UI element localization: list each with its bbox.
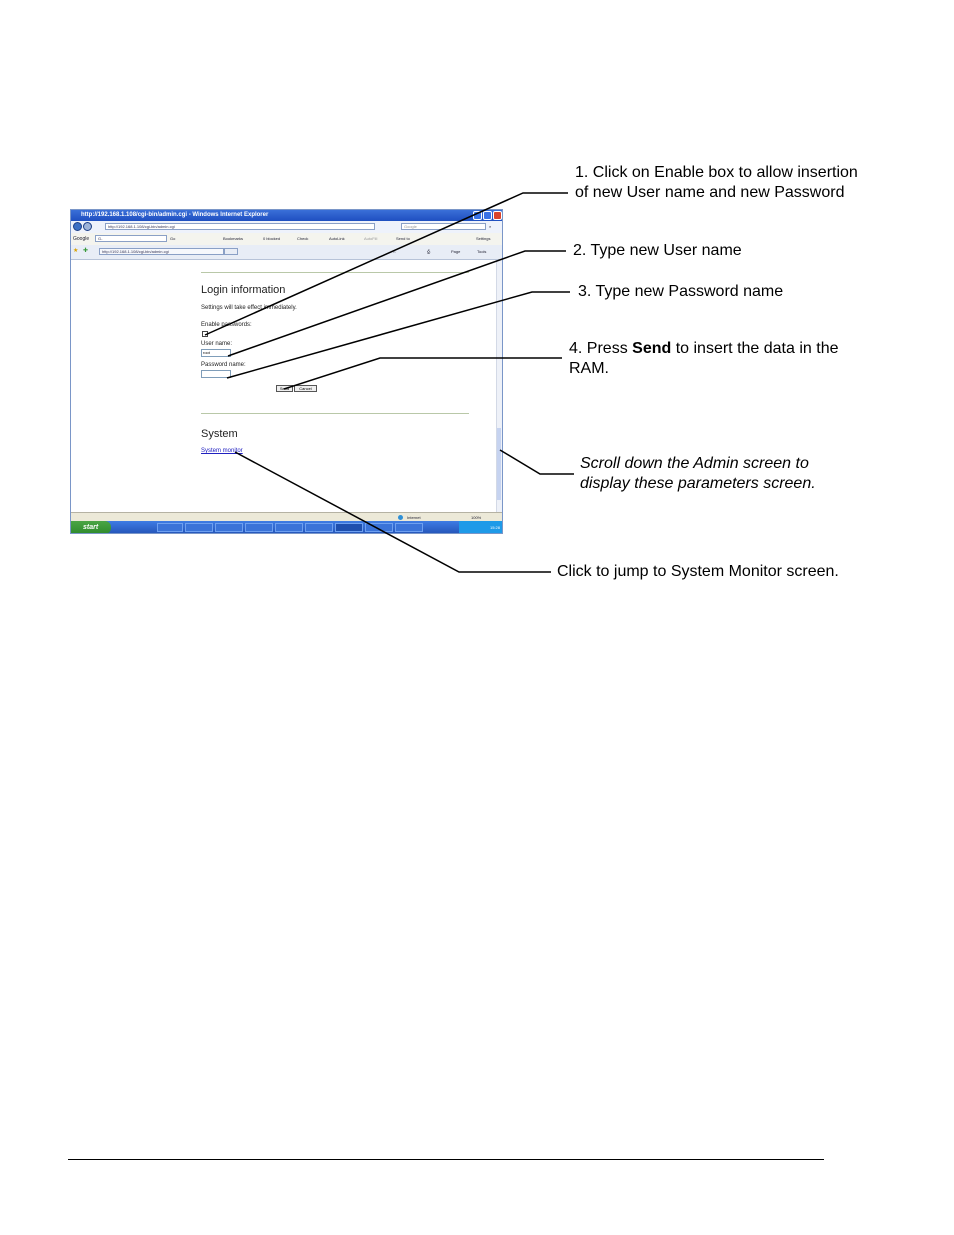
tab-bar [71,245,502,260]
taskbar-item[interactable] [215,523,243,532]
globe-icon [398,515,403,520]
callout-line-5 [500,450,574,474]
windows-taskbar [71,521,502,534]
enable-passwords-checkbox[interactable] [202,331,208,337]
tools-menu[interactable]: Tools [477,249,487,254]
bookmarks-button[interactable]: Bookmarks [223,236,244,241]
back-icon[interactable] [73,222,82,231]
system-heading: System [201,428,238,440]
password-name-label: Password name: [201,362,246,368]
taskbar-item[interactable] [185,523,213,532]
page-menu[interactable]: Page [451,249,461,254]
callout-send-post: to insert the data in the RAM. [569,340,839,377]
callout-send-pre: 4. Press [569,340,633,357]
taskbar-item[interactable] [305,523,333,532]
popup-blocked-button[interactable]: 0 blocked [263,236,281,241]
enable-passwords-label: Enable passwords: [201,322,252,328]
callout-scroll: Scroll down the Admin screen to display these parameters screen. [580,455,816,492]
system-monitor-link[interactable]: System monitor [201,448,243,454]
home-icon[interactable]: ⌂ [393,249,396,254]
callout-send [569,339,839,379]
taskbar-item[interactable] [275,523,303,532]
security-zone: Internet [407,515,421,520]
taskbar-item-active[interactable] [335,523,363,532]
send-button[interactable]: Send [276,385,293,392]
search-input[interactable]: Google [401,223,486,230]
google-search-input[interactable]: G- [95,235,167,242]
top-divider [201,272,469,273]
taskbar-item[interactable] [365,523,393,532]
send-to-button[interactable]: Send to [396,236,410,241]
login-note: Settings will take effect immediately. [201,305,297,311]
user-name-label: User name: [201,341,233,347]
callout-system-monitor: Click to jump to System Monitor screen. [557,563,839,580]
scrollbar-thumb[interactable] [497,428,501,500]
taskbar-item[interactable] [245,523,273,532]
settings-button[interactable]: Settings [476,236,491,241]
add-favorites-icon[interactable]: ✚ [83,248,89,254]
callout-password-name: 3. Type new Password name [578,283,784,300]
maximize-icon[interactable] [483,211,492,220]
cancel-button[interactable]: Cancel [294,385,317,392]
page-content [71,260,496,512]
callout-enable-box: 1. Click on Enable box to allow insertion of new User name and new Password [575,164,858,201]
zoom-level[interactable]: 100% [471,515,482,520]
section-divider [201,413,469,414]
google-go-button[interactable]: Go [170,236,176,241]
taskbar-item[interactable] [395,523,423,532]
callout-send-bold: Send [632,340,672,357]
autofill-button[interactable]: AutoFill [364,236,378,241]
login-heading: Login information [201,284,286,296]
new-tab-button[interactable] [224,248,238,255]
close-icon[interactable] [493,211,502,220]
tab-admin[interactable]: http://192.168.1.108/cgi-bin/admin.cgi [99,248,224,255]
browser-screenshot [70,209,503,534]
clock: 15:28 [489,525,500,530]
forward-icon[interactable] [83,222,92,231]
system-tray [459,521,502,534]
taskbar-item[interactable] [157,523,183,532]
autolink-button[interactable]: AutoLink [329,236,345,241]
search-icon[interactable]: ⌕ [489,224,492,229]
favorites-star-icon[interactable]: ★ [73,248,79,254]
footer-rule [68,1159,824,1160]
minimize-icon[interactable] [473,211,482,220]
password-name-input[interactable] [201,370,231,378]
google-logo: Google [73,236,90,242]
window-title: http://192.168.1.108/cgi-bin/admin.cgi - Windows Internet Explorer [81,212,269,218]
spell-check-button[interactable]: Check [297,236,309,241]
browser-title-bar [71,210,502,221]
print-icon[interactable]: ⎙ [427,249,431,254]
callout-user-name: 2. Type new User name [573,242,742,259]
address-input[interactable]: http://192.168.1.108/cgi-bin/admin.cgi [105,223,375,230]
start-button[interactable]: start [71,521,111,534]
user-name-input[interactable]: root [201,349,231,357]
